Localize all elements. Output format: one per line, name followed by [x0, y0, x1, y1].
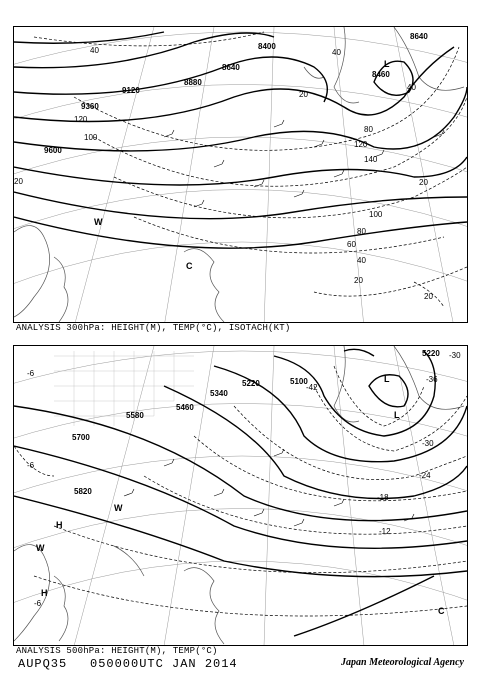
- height-label: 5460: [176, 403, 194, 412]
- temp-label: -6: [34, 599, 42, 608]
- temp-label: -30: [422, 439, 434, 448]
- graticule: [14, 27, 467, 322]
- warm-center: W: [36, 543, 45, 553]
- wind-barbs: [124, 449, 414, 526]
- isotach-label: 40: [407, 83, 416, 92]
- isotach-label: 120: [354, 140, 368, 149]
- isotach-lines: [34, 32, 467, 307]
- temp-label: -24: [419, 471, 431, 480]
- isotach-label: 40: [357, 256, 366, 265]
- warm-center: W: [114, 503, 123, 513]
- isotach-label: 20: [419, 178, 428, 187]
- isotach-label: 100: [369, 210, 383, 219]
- isotach-label: 20: [354, 276, 363, 285]
- isotach-label: 80: [364, 125, 373, 134]
- temp-label: -30: [449, 351, 461, 360]
- temp-label: -36: [426, 375, 438, 384]
- height-label: 5100: [290, 377, 308, 386]
- low-center: L: [384, 59, 390, 69]
- caption-300hpa: ANALYSIS 300hPa: HEIGHT(M), TEMP(°C), ISOTACH(KT): [16, 323, 291, 333]
- isotach-label: 40: [332, 48, 341, 57]
- isotach-label: 140: [364, 155, 378, 164]
- temp-label: -42: [306, 383, 318, 392]
- caption-500hpa: ANALYSIS 500hPa: HEIGHT(M), TEMP(°C): [16, 646, 218, 656]
- isotach-label: 40: [90, 46, 99, 55]
- analysis-300hpa-map: [13, 26, 468, 323]
- height-label: 5700: [72, 433, 90, 442]
- height-label: 5220: [242, 379, 260, 388]
- analysis-500hpa-map: [13, 345, 468, 646]
- height-label: 8880: [184, 78, 202, 87]
- isotach-label: 120: [74, 115, 88, 124]
- isotach-label: 100: [84, 133, 98, 142]
- hatched-area: [54, 351, 194, 426]
- low-center: L: [394, 410, 400, 420]
- height-label: 5580: [126, 411, 144, 420]
- temp-label: -18: [377, 493, 389, 502]
- height-label: 8640: [222, 63, 240, 72]
- wind-barbs: [164, 120, 444, 207]
- isotach-label: 20: [424, 292, 433, 301]
- cold-center: C: [438, 606, 445, 616]
- height-label: 8460: [372, 70, 390, 79]
- height-contours: [14, 32, 467, 248]
- chart-code: AUPQ35: [18, 657, 68, 671]
- map-500hpa-svg: [14, 346, 467, 645]
- height-label: 5340: [210, 389, 228, 398]
- cold-center: C: [186, 261, 193, 271]
- isotach-label: 80: [357, 227, 366, 236]
- high-center: H: [56, 520, 63, 530]
- height-label: 5220: [422, 349, 440, 358]
- temp-label: -6: [27, 369, 35, 378]
- agency-name: Japan Meteorological Agency: [341, 657, 464, 668]
- low-center: L: [384, 374, 390, 384]
- height-label: 8400: [258, 42, 276, 51]
- temp-label: -12: [379, 527, 391, 536]
- height-label: 8640: [410, 32, 428, 41]
- isotach-label: 60: [347, 240, 356, 249]
- isotach-label: 20: [299, 90, 308, 99]
- height-label: 9600: [44, 146, 62, 155]
- height-label: 9120: [122, 86, 140, 95]
- high-center: H: [41, 588, 48, 598]
- warm-center: W: [94, 217, 103, 227]
- analysis-time: 050000UTC JAN 2014: [90, 657, 238, 671]
- isotach-label: 20: [14, 177, 23, 186]
- map-300hpa-svg: [14, 27, 467, 322]
- temp-label: -6: [27, 461, 35, 470]
- height-label: 5820: [74, 487, 92, 496]
- height-label: 9360: [81, 102, 99, 111]
